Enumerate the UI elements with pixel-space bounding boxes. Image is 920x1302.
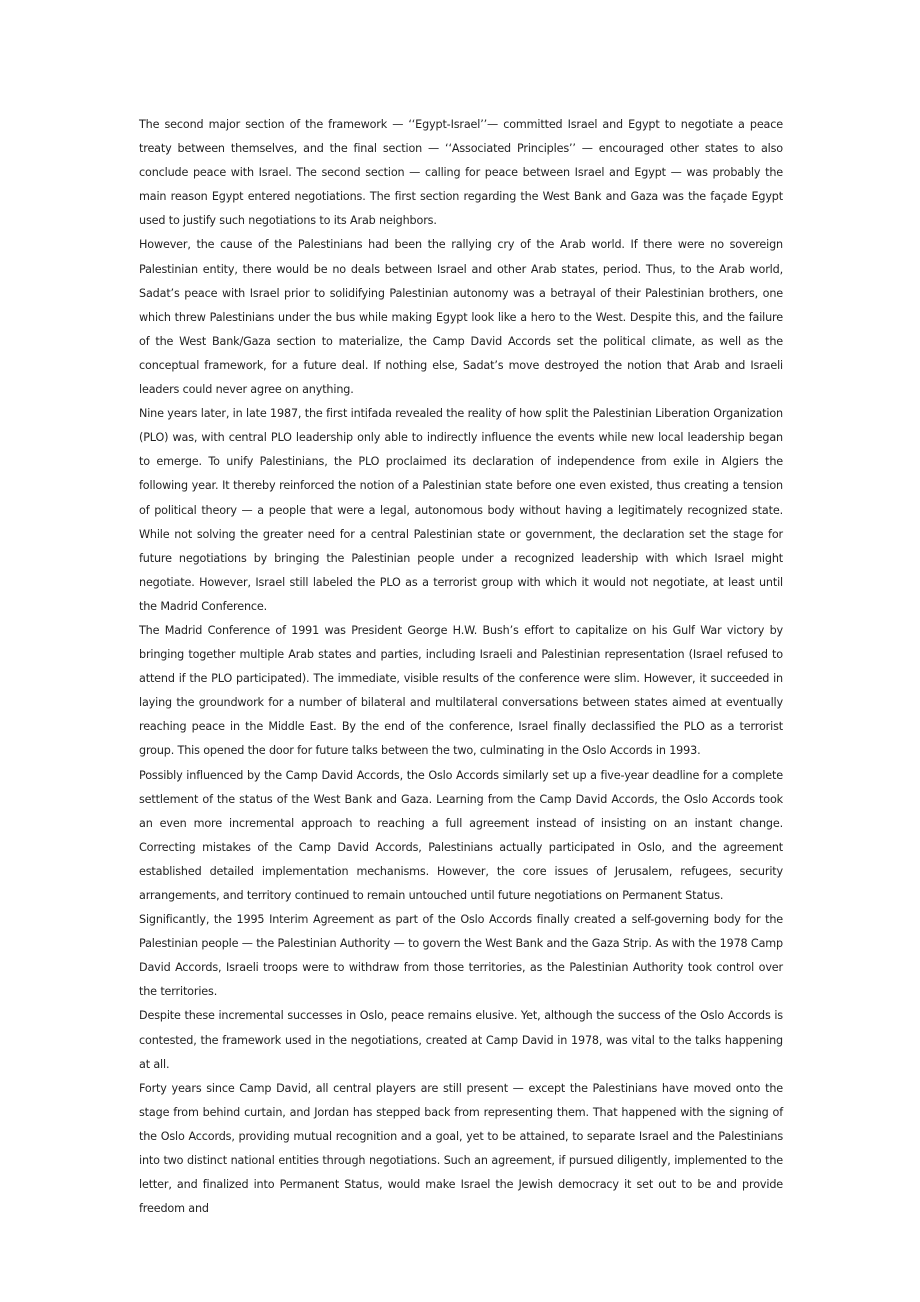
body-text xyxy=(139,113,783,1221)
paragraph-incremental-successes: Despite these incremental successes in Oslo, peace remains elusive. Yet, although the success of the Oslo Accords is contested, the framework used in the negotiations, created at Camp David in 1978, was vital to the talks happening at all. xyxy=(139,1009,783,1071)
paragraph-forty-years: Forty years since Camp David, all central players are still present — except the Palestinians have moved onto the stage from behind curtain, and Jordan has stepped back from representing them. That happened with the signing of the Oslo Accords, providing mutual recognition and a goal, yet to be attained, to separate Israel and the Palestinians into two distinct national entities through negotiations. Such an agreement, if pursued diligently, implemented to the letter, and finalized into Permanent Status, would make Israel the Jewish democracy it set out to be and provide freedom and xyxy=(139,1081,783,1216)
paragraph-interim-agreement: Significantly, the 1995 Interim Agreement as part of the Oslo Accords finally created a self-governing body for the Palestinian people — the Palestinian Authority — to govern the West Bank and the Gaza Strip. As with the 1978 Camp David Accords, Israeli troops were to withdraw from those territories, as the Palestinian Authority took control over the territories. xyxy=(139,913,783,999)
paragraph-madrid-conference: The Madrid Conference of 1991 was President George H.W. Bush’s effort to capitalize on his Gulf War victory by bringing together multiple Arab states and parties, including Israeli and Palestinian representation (Israel refused to attend if the PLO participated). The immediate, visible results of the conference were slim. However, it succeeded in laying the groundwork for a number of bilateral and multilateral conversations between states aimed at eventually reaching peace in the Middle East. By the end of the conference, Israel finally declassified the PLO as a terrorist group. This opened the door for future talks between the two, culminating in the Oslo Accords in 1993. xyxy=(139,623,783,758)
paragraph-egypt-israel-section: The second major section of the framework — ‘‘Egypt-Israel’’— committed Israel and Egypt to negotiate a peace treaty between themselves, and the final section — ‘‘Associated Principles’’ — encouraged other states to also conclude peace with Israel. The second section — calling for peace between Israel and Egypt — was probably the main reason Egypt entered negotiations. The first section regarding the West Bank and Gaza was the façade Egypt used to justify such negotiations to its Arab neighbors. xyxy=(139,118,783,228)
paragraph-oslo-accords: Possibly influenced by the Camp David Accords, the Oslo Accords similarly set up a five-year deadline for a complete settlement of the status of the West Bank and Gaza. Learning from the Camp David Accords, the Oslo Accords took an even more incremental approach to reaching a full agreement instead of insisting on an instant change. Correcting mistakes of the Camp David Accords, Palestinians actually participated in Oslo, and the agreement established detailed implementation mechanisms. However, the core issues of Jerusalem, refugees, security arrangements, and territory continued to remain untouched until future negotiations on Permanent Status. xyxy=(139,768,783,902)
paragraph-first-intifada: Nine years later, in late 1987, the first intifada revealed the reality of how split the Palestinian Liberation Organization (PLO) was, with central PLO leadership only able to indirectly influence the events while new local leadership began to emerge. To unify Palestinians, the PLO proclaimed its declaration of independence from exile in Algiers the following year. It thereby reinforced the notion of a Palestinian state before one even existed, thus creating a tension of political theory — a people that were a legal, autonomous body without having a legitimately recognized state. While not solving the greater need for a central Palestinian state or government, the declaration set the stage for future negotiations by bringing the Palestinian people under a recognized leadership with which Israel might negotiate. However, Israel still labeled the PLO as a terrorist group with which it would not negotiate, at least until the Madrid Conference. xyxy=(139,407,783,613)
paragraph-palestinian-cause: However, the cause of the Palestinians had been the rallying cry of the Arab world. If there were no sovereign Palestinian entity, there would be no deals between Israel and other Arab states, period. Thus, to the Arab world, Sadat’s peace with Israel prior to solidifying Palestinian autonomy was a betrayal of their Palestinian brothers, one which threw Palestinians under the bus while making Egypt look like a hero to the West. Despite this, and the failure of the West Bank/Gaza section to materialize, the Camp David Accords set the political climate, as well as the conceptual framework, for a future deal. If nothing else, Sadat’s move destroyed the notion that Arab and Israeli leaders could never agree on anything. xyxy=(139,238,783,397)
